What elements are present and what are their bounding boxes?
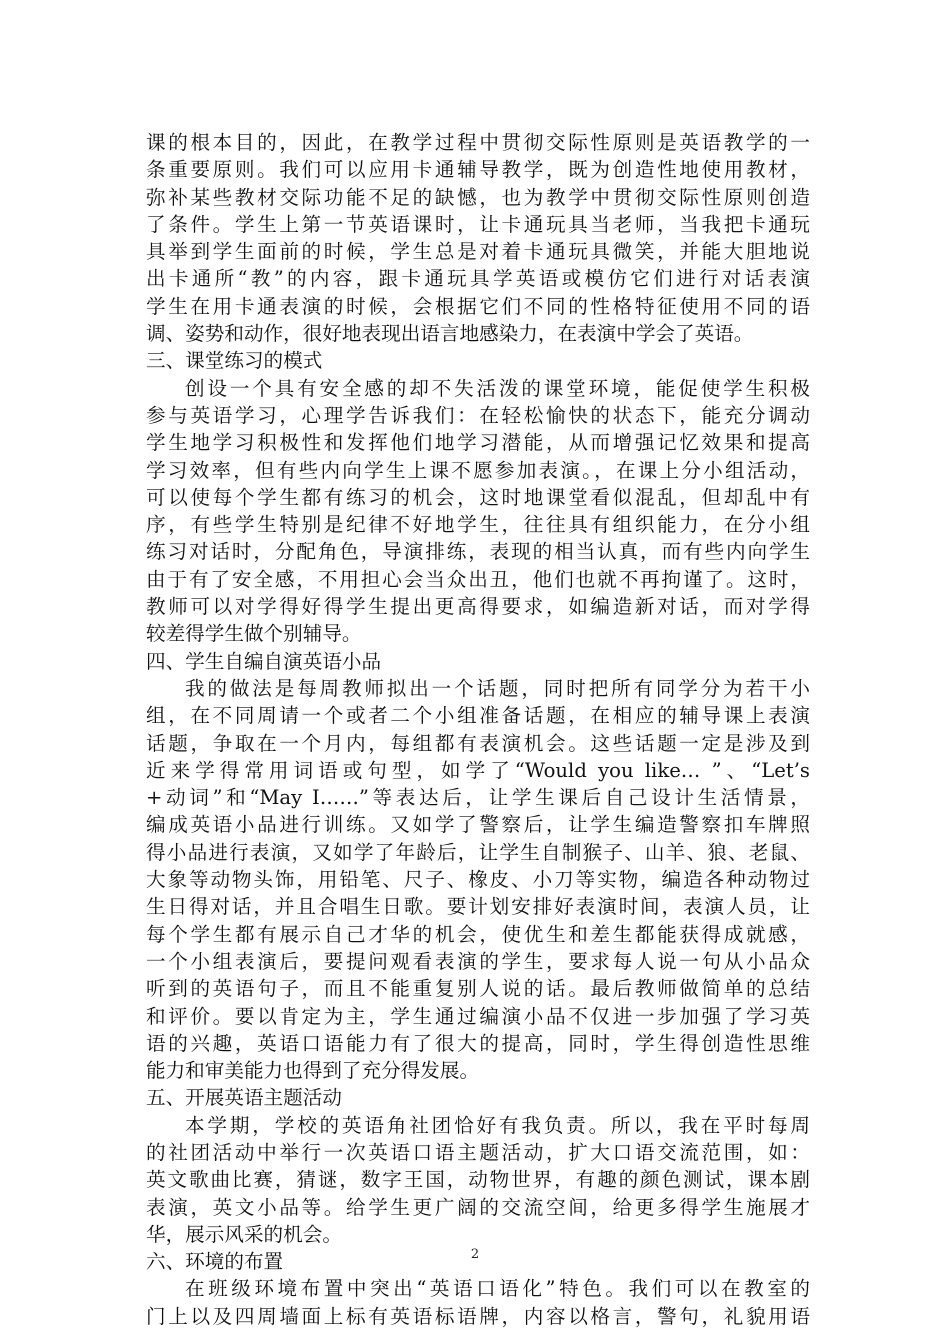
paragraph-line: 得小品进行表演，又如学了年龄后，让学生自制猴子、山羊、狼、老鼠、 — [146, 840, 810, 864]
paragraph-line: 的社团活动中举行一次英语口语主题活动，扩大口语交流范围，如： — [146, 1140, 810, 1164]
paragraph-line: 序，有些学生特别是纪律不好地学生，往往具有组织能力，在分小组 — [146, 513, 810, 537]
paragraph-line: 编成英语小品进行训练。又如学了警察后，让学生编造警察扣车牌照 — [146, 813, 810, 837]
paragraph-line: 组，在不同周请一个或者二个小组准备话题，在相应的辅导课上表演 — [146, 704, 810, 728]
paragraph-line: 和评价。要以肯定为主，学生通过编演小品不仅进一步加强了学习英 — [146, 1004, 810, 1028]
paragraph-line: 语的兴趣，英语口语能力有了很大的提高，同时，学生得创造性思维 — [146, 1031, 810, 1055]
paragraph-line: 调、姿势和动作，很好地表现出语言地感染力，在表演中学会了英语。 — [146, 322, 754, 346]
paragraph-line: 课的根本目的，因此，在教学过程中贯彻交际性原则是英语教学的一 — [146, 131, 810, 154]
paragraph-line: 了条件。学生上第一节英语课时，让卡通玩具当老师，当我把卡通玩 — [146, 212, 810, 236]
paragraph-line: 听到的英语句子，而且不能重复别人说的话。最后教师做简单的总结 — [146, 977, 810, 1001]
paragraph-line: 生日得对话，并且合唱生日歌。要计划安排好表演时间，表演人员，让 — [146, 895, 810, 919]
paragraph-line: 弥补某些教材交际功能不足的缺憾，也为教学中贯彻交际性原则创造 — [146, 185, 810, 209]
paragraph-line: 创设一个具有安全感的却不失活泼的课堂环境，能促使学生积极 — [185, 376, 810, 400]
paragraph-line: 学生在用卡通表演的时候，会根据它们不同的性格特征使用不同的语 — [146, 294, 810, 318]
paragraph-line: 可以使每个学生都有练习的机会，这时地课堂看似混乱，但却乱中有 — [146, 485, 810, 509]
paragraph-line: 近来学得常用词语或句型，如学了“Would you like… ”、“Let’s — [146, 758, 810, 782]
paragraph-line: 本学期，学校的英语角社团恰好有我负责。所以，我在平时每周 — [185, 1113, 810, 1137]
paragraph-line: 表演，英文小品等。给学生更广阔的交流空间，给更多得学生施展才 — [146, 1195, 810, 1219]
paragraph-line: 每个学生都有展示自己才华的机会，使优生和差生都能获得成就感， — [146, 922, 810, 946]
paragraph-line: 能力和审美能力也得到了充分得发展。 — [146, 1059, 480, 1083]
paragraph-line: 英文歌曲比赛，猜谜，数字王国，动物世界，有趣的颜色测试，课本剧 — [146, 1168, 810, 1192]
paragraph-line: 教师可以对学得好得学生提出更高得要求，如编造新对话，而对学得 — [146, 595, 810, 619]
paragraph-line: 学生地学习积极性和发挥他们地学习潜能，从而增强记忆效果和提高 — [146, 431, 810, 455]
paragraph-line: 我的做法是每周教师拟出一个话题，同时把所有同学分为若干小 — [185, 676, 810, 700]
paragraph-line: 门上以及四周墙面上标有英语标语牌，内容以格言，警句，礼貌用语 — [146, 1304, 810, 1328]
paragraph-line: 一个小组表演后，要提问观看表演的学生，要求每人说一句从小品众 — [146, 949, 810, 973]
document-body — [146, 129, 810, 1330]
section-heading: 四、学生自编自演英语小品 — [146, 649, 382, 673]
section-heading: 六、环境的布置 — [146, 1250, 284, 1274]
paragraph-line: 学习效率，但有些内向学生上课不愿参加表演。，在课上分小组活动， — [146, 458, 810, 482]
paragraph-line: 练习对话时，分配角色，导演排练，表现的相当认真，而有些内向学生 — [146, 540, 810, 564]
section-heading: 三、课堂练习的模式 — [146, 349, 323, 373]
paragraph-line: 华，展示风采的机会。 — [146, 1222, 342, 1246]
page-number: 2 — [470, 1247, 480, 1262]
paragraph-line: 条重要原则。我们可以应用卡通辅导教学，既为创造性地使用教材， — [146, 158, 810, 182]
paragraph-line: 大象等动物头饰，用铅笔、尺子、橡皮、小刀等实物，编造各种动物过 — [146, 868, 810, 892]
paragraph-line: 参与英语学习，心理学告诉我们：在轻松愉快的状态下，能充分调动 — [146, 403, 810, 427]
paragraph-line: 在班级环境布置中突出“英语口语化”特色。我们可以在教室的 — [185, 1277, 810, 1301]
paragraph-line: +动词”和“May I……”等表达后，让学生课后自己设计生活情景， — [146, 786, 810, 810]
paragraph-line: 出卡通所“教”的内容，跟卡通玩具学英语或模仿它们进行对话表演 — [146, 267, 810, 291]
paragraph-line: 由于有了安全感，不用担心会当众出丑，他们也就不再拘谨了。这时， — [146, 567, 810, 591]
section-heading: 五、开展英语主题活动 — [146, 1086, 342, 1110]
paragraph-line: 话题，争取在一个月内，每组都有表演机会。这些话题一定是涉及到 — [146, 731, 810, 755]
paragraph-line: 较差得学生做个别辅导。 — [146, 622, 362, 646]
paragraph-line: 具举到学生面前的时候，学生总是对着卡通玩具微笑，并能大胆地说 — [146, 240, 810, 264]
